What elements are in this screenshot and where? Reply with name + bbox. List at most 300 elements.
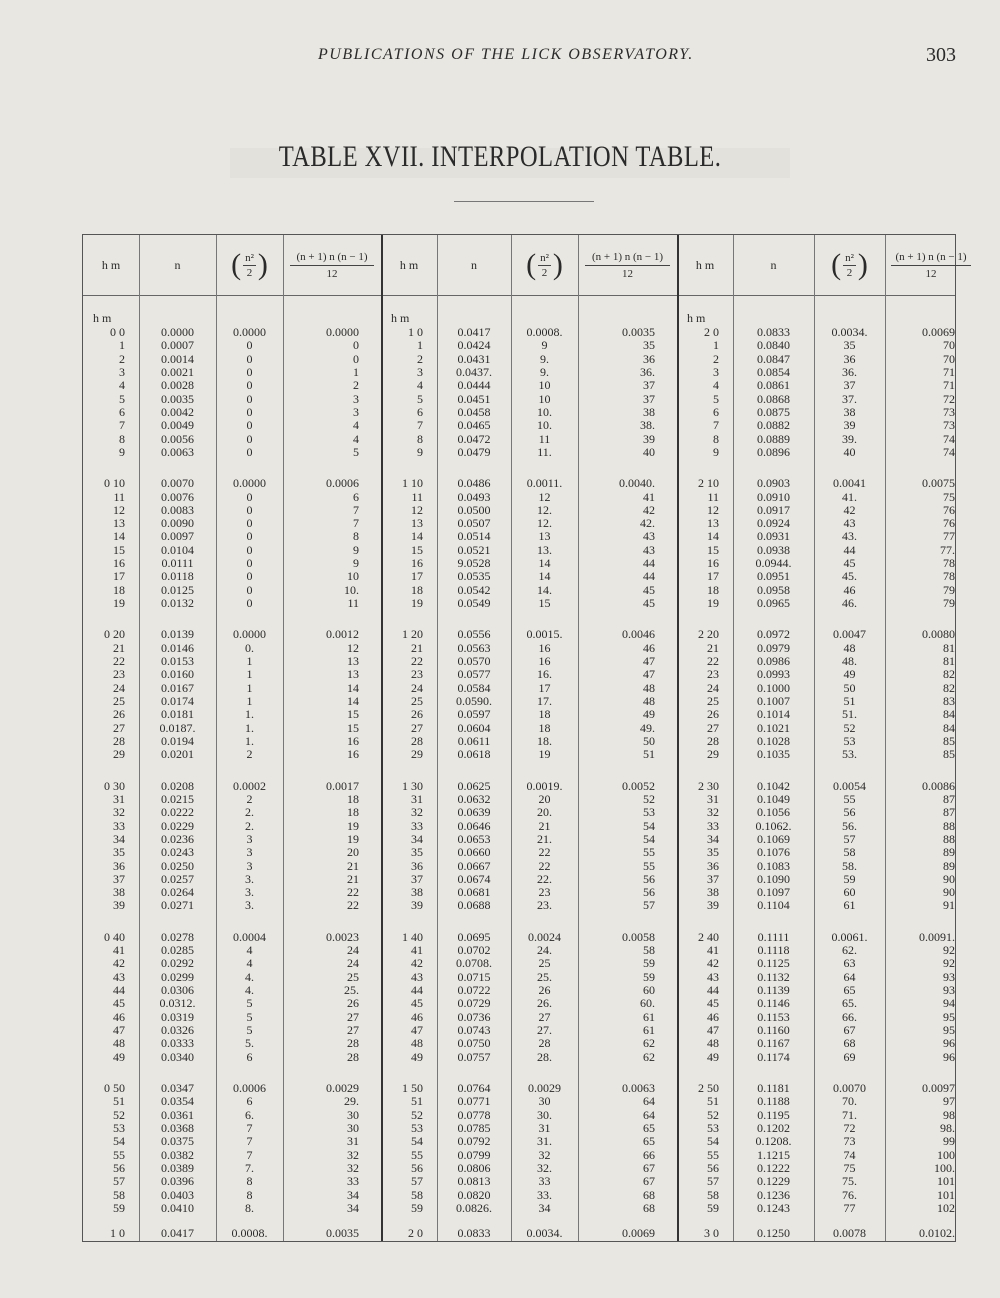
cell-hm: 22 xyxy=(113,654,125,669)
cell-half-n-squared: 6 xyxy=(246,1049,253,1064)
cell-cubic-term: 75 xyxy=(943,489,955,504)
cell-hm: 34 xyxy=(113,831,125,846)
cell-cubic-term: 68 xyxy=(643,1200,655,1215)
cell-half-n-squared: 46. xyxy=(842,596,857,611)
fraction-denominator: 12 xyxy=(326,267,338,280)
cell-n: 0.0854 xyxy=(757,364,790,379)
cell-hm: 0 50 xyxy=(104,1081,125,1095)
cell-cubic-term: 36 xyxy=(643,351,655,366)
cell-hm: 52 xyxy=(411,1107,423,1122)
fraction-numerator: (n + 1) n (n − 1) xyxy=(290,251,374,266)
cell-hm: 38 xyxy=(707,885,719,900)
cell-hm: 26 xyxy=(707,707,719,722)
cell-half-n-squared: 30 xyxy=(538,1094,551,1109)
cell-n: 0.0410 xyxy=(161,1200,194,1215)
cell-cubic-term: 18 xyxy=(347,791,359,806)
cell-n: 0.0285 xyxy=(161,943,194,958)
cell-half-n-squared: 30. xyxy=(537,1107,552,1122)
cell-cubic-term: 91 xyxy=(943,898,955,913)
cell-n: 0.1042 xyxy=(757,778,790,793)
cell-half-n-squared: 62. xyxy=(842,943,857,958)
cell-hm: 4 xyxy=(417,378,423,393)
cell-cubic-term: 52 xyxy=(643,791,655,806)
cell-n: 0.0257 xyxy=(161,871,194,886)
cell-n: 0.0146 xyxy=(161,640,194,655)
cell-half-n-squared: 22. xyxy=(537,871,552,886)
cell-cubic-term: 13 xyxy=(347,667,359,682)
cell-cubic-term: 74 xyxy=(943,444,955,459)
cell-half-n-squared: 65. xyxy=(842,996,857,1011)
cell-cubic-term: 0.0086 xyxy=(922,778,955,793)
cell-hm: 52 xyxy=(707,1107,719,1122)
cell-cubic-term: 78 xyxy=(943,556,955,571)
cell-n: 0.1111 xyxy=(757,929,790,944)
cell-hm: 32 xyxy=(113,805,125,820)
cell-half-n-squared: 5. xyxy=(245,1036,254,1051)
cell-cubic-term: 0.0052 xyxy=(622,778,655,793)
cell-n: 0.0208 xyxy=(161,778,194,793)
cell-hm: 39 xyxy=(113,898,125,913)
cell-cubic-term: 0.0069 xyxy=(922,325,955,339)
cell-n: 0.0278 xyxy=(161,929,194,944)
cell-n: 0.1014 xyxy=(757,707,790,722)
cell-n: 0.0319 xyxy=(161,1009,194,1024)
cell-n: 0.0889 xyxy=(757,431,790,446)
cell-cubic-term: 90 xyxy=(943,885,955,900)
cell-half-n-squared: 53. xyxy=(842,747,857,762)
cell-hm: 33 xyxy=(707,818,719,833)
cell-half-n-squared: 70. xyxy=(842,1094,857,1109)
cell-cubic-term: 9 xyxy=(353,556,359,571)
cell-cubic-term: 9 xyxy=(353,542,359,557)
cell-half-n-squared: 1 xyxy=(246,654,253,669)
cell-n: 0.0007 xyxy=(161,338,194,353)
cell-cubic-term: 64 xyxy=(643,1107,655,1122)
cell-half-n-squared: 0.0000 xyxy=(233,325,266,339)
cell-cubic-term: 57 xyxy=(643,898,655,913)
cell-half-n-squared: 2. xyxy=(245,805,254,820)
cell-hm: 58 xyxy=(411,1187,423,1202)
cell-half-n-squared: 8 xyxy=(246,1187,253,1202)
cell-cubic-term: 64 xyxy=(643,1094,655,1109)
cell-n: 9.0528 xyxy=(457,556,491,571)
cell-cubic-term: 4 xyxy=(353,431,359,446)
cell-n: 0.0917 xyxy=(757,502,790,517)
cell-hm: 59 xyxy=(411,1200,423,1215)
fraction-numerator: (n + 1) n (n − 1) xyxy=(891,251,970,266)
cell-hm: 1 xyxy=(713,338,719,353)
cell-hm: 13 xyxy=(707,516,719,531)
cell-hm: 15 xyxy=(113,542,125,557)
cell-cubic-term: 50 xyxy=(643,733,655,748)
cell-hm: 7 xyxy=(713,418,719,433)
cell-n: 0.0070 xyxy=(161,476,194,491)
cell-n: 0.0174 xyxy=(161,694,194,708)
cell-n: 0.1160 xyxy=(757,1023,790,1038)
cell-n: 0.0215 xyxy=(161,791,194,806)
cell-hm: 39 xyxy=(411,898,423,913)
cell-hm: 26 xyxy=(113,707,125,722)
cell-hm: 44 xyxy=(707,983,719,998)
cell-cubic-term: 82 xyxy=(943,667,955,682)
cell-n: 0.0389 xyxy=(161,1160,194,1175)
cell-half-n-squared: 18 xyxy=(538,720,551,735)
cell-n: 0.1222 xyxy=(757,1160,790,1175)
cell-cubic-term: 37 xyxy=(643,378,655,393)
cell-hm: 12 xyxy=(113,502,125,517)
cell-n: 0.0167 xyxy=(161,680,194,695)
cell-hm: 6 xyxy=(417,404,423,419)
cell-half-n-squared: 37. xyxy=(842,391,857,406)
cell-cubic-term: 61 xyxy=(643,1023,655,1038)
cell-n: 0.0090 xyxy=(161,516,194,531)
header-cubic-term xyxy=(283,235,381,295)
cell-hm: 5 xyxy=(417,391,423,406)
cell-hm: 34 xyxy=(411,831,423,846)
cell-n: 0.0153 xyxy=(161,654,194,669)
cell-half-n-squared: 25. xyxy=(537,969,552,984)
cell-half-n-squared: 2 xyxy=(246,791,253,806)
subheader-hm: h m xyxy=(93,311,112,325)
cell-half-n-squared: 0 xyxy=(246,444,253,459)
header-rule xyxy=(83,295,955,296)
header-n: n xyxy=(770,257,777,272)
cell-cubic-term: 29. xyxy=(344,1094,359,1109)
cell-n: 0.1104 xyxy=(757,898,790,913)
page-number: 303 xyxy=(926,44,956,66)
cell-cubic-term: 46 xyxy=(643,640,655,655)
cell-cubic-term: 56 xyxy=(643,871,655,886)
subheader-hm: h m xyxy=(391,311,410,325)
cell-hm: 24 xyxy=(707,680,719,695)
cell-hm: 34 xyxy=(707,831,719,846)
fraction xyxy=(243,251,256,280)
cell-cubic-term: 21 xyxy=(347,871,359,886)
cell-half-n-squared: 8. xyxy=(245,1200,254,1215)
cell-n: 0.0097 xyxy=(161,529,194,544)
cell-half-n-squared: 0.0070 xyxy=(833,1081,866,1095)
cell-n: 0.0306 xyxy=(161,983,194,998)
cell-half-n-squared: 0.0006 xyxy=(233,1081,266,1095)
cell-cubic-term: 71 xyxy=(943,364,955,379)
cell-cubic-term: 60 xyxy=(643,983,655,998)
cell-half-n-squared: 6. xyxy=(245,1107,254,1122)
cell-cubic-term: 18 xyxy=(347,805,359,820)
cell-hm: 31 xyxy=(707,791,719,806)
cell-half-n-squared: 0.0061. xyxy=(831,929,868,944)
cell-n: 0.0125 xyxy=(161,582,194,597)
cell-half-n-squared: 0 xyxy=(246,338,253,353)
cell-cubic-term: 82 xyxy=(943,680,955,695)
cell-n: 0.0271 xyxy=(161,898,194,913)
cell-cubic-term: 70 xyxy=(943,338,955,353)
cell-hm: 48 xyxy=(707,1036,719,1051)
cell-hm: 2 50 xyxy=(698,1081,719,1095)
cell-half-n-squared: 58. xyxy=(842,858,857,873)
cell-cubic-term: 101 xyxy=(937,1187,955,1202)
cell-hm: 55 xyxy=(113,1147,125,1162)
cell-hm: 14 xyxy=(707,529,719,544)
cell-half-n-squared: 1. xyxy=(245,720,254,735)
cell-n: 0.0222 xyxy=(161,805,194,820)
cell-hm: 41 xyxy=(707,943,719,958)
cell-half-n-squared: 5 xyxy=(246,1023,253,1038)
cell-n: 0.1243 xyxy=(757,1200,790,1215)
cell-half-n-squared: 20. xyxy=(537,805,552,820)
cell-cubic-term: 38 xyxy=(643,404,655,419)
cell-half-n-squared: 57 xyxy=(843,831,856,846)
cell-hm: 5 xyxy=(119,391,125,406)
cell-half-n-squared: 23. xyxy=(537,898,552,913)
cell-half-n-squared: 48. xyxy=(842,654,857,669)
cell-n: 0.0813 xyxy=(457,1174,491,1189)
cell-hm: 27 xyxy=(411,720,423,735)
cell-half-n-squared: 16. xyxy=(537,667,552,682)
cell-half-n-squared: 52 xyxy=(843,720,856,735)
cell-half-n-squared: 4 xyxy=(246,956,253,971)
cell-n: 0.0951 xyxy=(757,569,790,584)
cell-cubic-term: 0 xyxy=(353,351,359,366)
cell-cubic-term: 0.0006 xyxy=(326,476,359,491)
cell-hm: 52 xyxy=(113,1107,125,1122)
cell-hm: 3 xyxy=(119,364,125,379)
cell-hm: 24 xyxy=(411,680,423,695)
cell-half-n-squared: 48 xyxy=(843,640,856,655)
cell-cubic-term: 98 xyxy=(943,1107,955,1122)
cell-n: 0.0924 xyxy=(757,516,790,531)
cell-n: 0.0139 xyxy=(161,627,194,642)
cell-half-n-squared: 3. xyxy=(245,885,254,900)
cell-n: 0.0944. xyxy=(755,556,792,571)
cell-hm: 37 xyxy=(411,871,423,886)
cell-cubic-term: 89 xyxy=(943,858,955,873)
cell-n: 0.1195 xyxy=(757,1107,790,1122)
cell-hm: 11 xyxy=(113,489,125,504)
cell-half-n-squared: 0.0011. xyxy=(526,476,563,491)
cell-half-n-squared: 0 xyxy=(246,418,253,433)
cell-n: 0.0639 xyxy=(457,805,491,820)
cell-n: 0.0625 xyxy=(457,778,491,793)
cell-hm: 8 xyxy=(417,431,423,446)
cell-half-n-squared: 27. xyxy=(537,1023,552,1038)
cell-hm: 3 xyxy=(713,364,719,379)
cell-cubic-term: 78 xyxy=(943,569,955,584)
cell-cubic-term: 92 xyxy=(943,956,955,971)
cell-n: 0.0326 xyxy=(161,1023,194,1038)
cell-cubic-term: 76 xyxy=(943,502,955,517)
cell-cubic-term: 77 xyxy=(943,529,955,544)
cell-cubic-term: 33 xyxy=(347,1174,359,1189)
cell-hm: 1 xyxy=(119,338,125,353)
cell-n: 0.0785 xyxy=(457,1120,491,1135)
cell-n: 0.0250 xyxy=(161,858,194,873)
cell-half-n-squared: 0 xyxy=(246,378,253,393)
cell-cubic-term: 84 xyxy=(943,707,955,722)
cell-half-n-squared: 26 xyxy=(538,983,551,998)
cell-hm: 22 xyxy=(411,654,423,669)
cell-half-n-squared: 10 xyxy=(538,378,551,393)
cell-hm: 28 xyxy=(707,733,719,748)
cell-hm: 16 xyxy=(707,556,719,571)
cell-half-n-squared: 41. xyxy=(842,489,857,504)
cell-half-n-squared: 33 xyxy=(538,1174,551,1189)
cell-cubic-term: 0.0000 xyxy=(326,325,359,339)
cell-cubic-term: 87 xyxy=(943,791,955,806)
cell-n: 0.0514 xyxy=(457,529,491,544)
cell-n: 0.0653 xyxy=(457,831,491,846)
cell-hm: 15 xyxy=(411,542,423,557)
cell-cubic-term: 47 xyxy=(643,654,655,669)
cell-cubic-term: 79 xyxy=(943,596,955,611)
cell-cubic-term: 97 xyxy=(943,1094,955,1109)
cell-n: 0.0826. xyxy=(456,1200,492,1215)
cell-cubic-term: 2 xyxy=(353,378,359,393)
cell-hm: 38 xyxy=(113,885,125,900)
cell-half-n-squared: 25 xyxy=(538,956,551,971)
cell-n: 0.0799 xyxy=(457,1147,491,1162)
cell-n: 0.0049 xyxy=(161,418,194,433)
cell-hm: 43 xyxy=(411,969,423,984)
cell-n: 0.0181 xyxy=(161,707,194,722)
cell-hm: 25 xyxy=(113,694,125,708)
cell-half-n-squared: 7. xyxy=(245,1160,254,1175)
cell-n: 0.0535 xyxy=(457,569,491,584)
cell-cubic-term: 77. xyxy=(940,542,955,557)
cell-n: 0.0695 xyxy=(457,929,491,944)
cell-n: 0.0431 xyxy=(457,351,491,366)
cell-n: 0.1208. xyxy=(755,1134,792,1149)
cell-hm: 1 20 xyxy=(402,627,423,642)
cell-cubic-term: 54 xyxy=(643,831,655,846)
cell-cubic-term: 0.0035 xyxy=(622,325,655,339)
cell-n: 0.0035 xyxy=(161,391,194,406)
cell-cubic-term: 22 xyxy=(347,898,359,913)
cell-half-n-squared: 68 xyxy=(843,1036,856,1051)
cell-hm: 54 xyxy=(113,1134,125,1149)
cell-hm: 2 40 xyxy=(698,929,719,944)
cell-n: 0.0847 xyxy=(757,351,790,366)
cell-cubic-term: 58 xyxy=(643,943,655,958)
cell-cubic-term: 7 xyxy=(353,516,359,531)
cell-n: 0.1250 xyxy=(757,1226,790,1241)
cell-hm: 56 xyxy=(113,1160,125,1175)
cell-half-n-squared: 0. xyxy=(245,640,254,655)
cell-n: 0.0542 xyxy=(457,582,491,597)
cell-cubic-term: 101 xyxy=(937,1174,955,1189)
cell-cubic-term: 72 xyxy=(943,391,955,406)
cell-n: 0.0292 xyxy=(161,956,194,971)
cell-cubic-term: 62 xyxy=(643,1036,655,1051)
cell-n: 0.0896 xyxy=(757,444,790,459)
cell-half-n-squared: 0.0029 xyxy=(528,1081,561,1095)
cell-n: 0.0194 xyxy=(161,733,194,748)
cell-n: 0.0771 xyxy=(457,1094,491,1109)
cell-n: 0.0299 xyxy=(161,969,194,984)
cell-cubic-term: 0.0069 xyxy=(622,1226,655,1241)
cell-n: 0.0660 xyxy=(457,845,491,860)
cell-n: 0.0424 xyxy=(457,338,491,353)
cell-hm: 27 xyxy=(707,720,719,735)
table-title: TABLE XVII. INTERPOLATION TABLE. xyxy=(278,140,722,173)
subheader-hm: h m xyxy=(687,311,706,325)
cell-cubic-term: 0.0102. xyxy=(919,1226,955,1241)
cell-hm: 58 xyxy=(113,1187,125,1202)
cell-cubic-term: 34 xyxy=(347,1200,359,1215)
cell-hm: 49 xyxy=(411,1049,423,1064)
cell-half-n-squared: 44 xyxy=(843,542,856,557)
cell-hm: 7 xyxy=(417,418,423,433)
cell-hm: 21 xyxy=(411,640,423,655)
cell-hm: 57 xyxy=(707,1174,719,1189)
fraction-with-parens xyxy=(231,250,268,280)
cell-hm: 31 xyxy=(113,791,125,806)
cell-cubic-term: 96 xyxy=(943,1049,955,1064)
cell-half-n-squared: 5 xyxy=(246,996,253,1011)
cell-hm: 23 xyxy=(707,667,719,682)
cell-n: 0.0076 xyxy=(161,489,194,504)
cell-n: 0.0750 xyxy=(457,1036,491,1051)
cell-n: 0.0063 xyxy=(161,444,194,459)
cell-cubic-term: 65 xyxy=(643,1120,655,1135)
cell-half-n-squared: 0 xyxy=(246,391,253,406)
cell-hm: 17 xyxy=(113,569,125,584)
cell-hm: 43 xyxy=(113,969,125,984)
cell-n: 0.1146 xyxy=(757,996,790,1011)
cell-cubic-term: 49. xyxy=(640,720,655,735)
cell-hm: 4 xyxy=(713,378,719,393)
cell-cubic-term: 93 xyxy=(943,969,955,984)
cell-n: 0.0451 xyxy=(457,391,491,406)
cell-n: 0.0187. xyxy=(159,720,196,735)
cell-half-n-squared: 0 xyxy=(246,542,253,557)
cell-hm: 47 xyxy=(113,1023,125,1038)
cell-half-n-squared: 0.0024 xyxy=(528,929,561,944)
cell-cubic-term: 32 xyxy=(347,1160,359,1175)
cell-hm: 35 xyxy=(411,845,423,860)
cell-n: 0.1000 xyxy=(757,680,790,695)
cell-cubic-term: 84 xyxy=(943,720,955,735)
cell-cubic-term: 96 xyxy=(943,1036,955,1051)
cell-cubic-term: 74 xyxy=(943,431,955,446)
cell-cubic-term: 85 xyxy=(943,733,955,748)
cell-half-n-squared: 10 xyxy=(538,391,551,406)
cell-cubic-term: 45 xyxy=(643,596,655,611)
cell-n: 0.0368 xyxy=(161,1120,194,1135)
cell-cubic-term: 92 xyxy=(943,943,955,958)
running-title: PUBLICATIONS OF THE LICK OBSERVATORY. xyxy=(318,46,694,63)
cell-half-n-squared: 0.0034. xyxy=(831,325,868,339)
header-half-n-squared xyxy=(814,235,885,295)
paren-close: ) xyxy=(552,248,563,281)
cell-hm: 59 xyxy=(707,1200,719,1215)
cell-n: 0.0882 xyxy=(757,418,790,433)
cell-hm: 1 10 xyxy=(402,476,423,491)
cell-half-n-squared: 24. xyxy=(537,943,552,958)
cell-half-n-squared: 0.0000 xyxy=(233,476,266,491)
cell-cubic-term: 40 xyxy=(643,444,655,459)
cell-cubic-term: 87 xyxy=(943,805,955,820)
cell-half-n-squared: 10. xyxy=(537,404,552,419)
cell-cubic-term: 7 xyxy=(353,502,359,517)
cell-n: 0.0340 xyxy=(161,1049,194,1064)
cell-half-n-squared: 7 xyxy=(246,1147,253,1162)
cell-cubic-term: 42. xyxy=(640,516,655,531)
cell-half-n-squared: 39. xyxy=(842,431,857,446)
cell-cubic-term: 48 xyxy=(643,680,655,695)
cell-hm: 35 xyxy=(707,845,719,860)
cell-half-n-squared: 51 xyxy=(843,694,856,708)
cell-n: 0.0132 xyxy=(161,596,194,611)
